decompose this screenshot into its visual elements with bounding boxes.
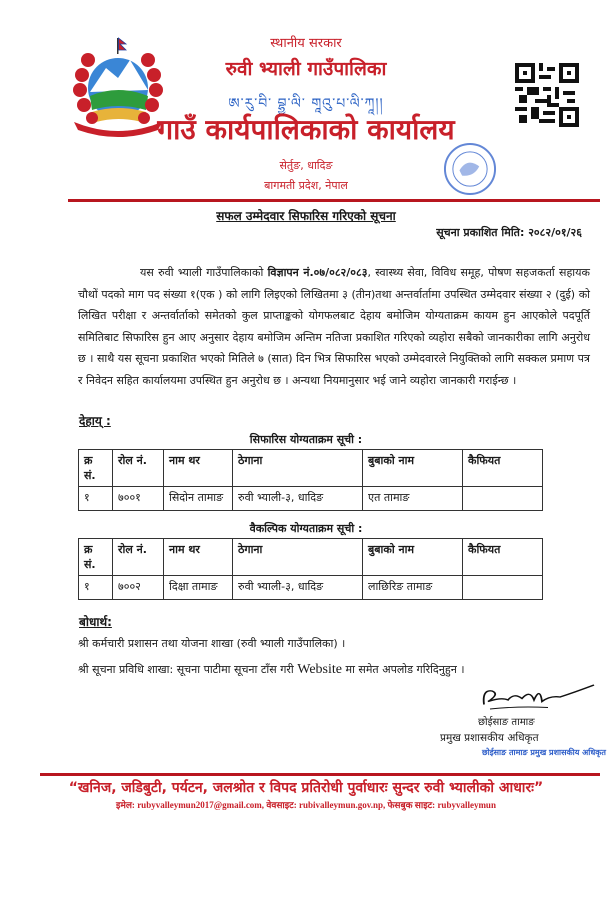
published-date (436, 225, 582, 240)
footer-divider (40, 773, 600, 776)
body-intro: यस रुवी भ्याली गाउँपालिकाको (140, 266, 268, 279)
office-location: सेर्तुङ, धादिङ (279, 159, 333, 172)
cell-roll-no: ७००१ (113, 487, 164, 511)
email-label: इमेल: (116, 800, 135, 810)
table-row (79, 576, 543, 600)
office-title: गाउँ कार्यपालिकाको कार्यालय (157, 113, 455, 146)
email-link[interactable]: rubyvalleymun2017@gmail.com, (137, 800, 265, 810)
website-link[interactable]: rubivalleymun.gov.np, (298, 800, 386, 810)
footer-motto: “खनिज, जडिबुटी, पर्यटन, जलश्रोत र विपद प्रतिरोधी पुर्वाधारः सुन्दर रुवी भ्यालीको आधारः” (68, 780, 544, 796)
notice-body (78, 262, 590, 391)
footer-contact (0, 798, 612, 811)
signatory-name: छोईसाङ तामाङ (478, 717, 535, 728)
col-roll-no: रोल नं. (113, 450, 164, 487)
cc-line-it: श्री सूचना प्रविधि शाखा: सूचना पाटीमा सूचना टाँस गरी Website मा समेत अपलोड गरिदिनुहुन । (78, 662, 465, 677)
facebook-link[interactable]: rubyvalleymun (437, 800, 496, 810)
published-date-label: सूचना प्रकाशित मिति: (436, 226, 525, 239)
notice-subject: सफल उम्मेदवार सिफारिस गरिएको सूचना (216, 209, 396, 223)
cc-line-admin: श्री कर्मचारी प्रशासन तथा योजना शाखा (रुवी भ्याली गाउँपालिका) । (78, 637, 346, 650)
cell-remarks (463, 487, 543, 511)
cell-serial: १ (79, 487, 113, 511)
header-divider (68, 199, 600, 202)
office-province: बागमती प्रदेश, नेपाल (264, 179, 348, 192)
alternate-list-title: वैकल्पिक योग्यताक्रम सूची : (249, 522, 363, 535)
cell-roll-no: ७००२ (113, 576, 164, 600)
cell-address: रुवी भ्याली-३, धादिङ (233, 576, 363, 600)
annex-label: देहाय् : (79, 414, 111, 428)
alternate-list-table (78, 538, 543, 600)
cell-remarks (463, 576, 543, 600)
col-name: नाम थर (164, 539, 233, 576)
recommended-list-table (78, 449, 543, 511)
col-father-name: बुबाको नाम (363, 539, 463, 576)
col-address: ठेगाना (233, 450, 363, 487)
col-serial: क्र सं. (79, 450, 113, 487)
col-remarks: कैफियत (463, 450, 543, 487)
signature-icon (478, 682, 598, 712)
name-stamp: छोईसाङ तामाङ प्रमुख प्रशासकीय अधिकृत (482, 748, 606, 757)
cell-name: दिक्षा तामाङ (164, 576, 233, 600)
website-label: वेवसाइट: (266, 800, 297, 810)
col-roll-no: रोल नं. (113, 539, 164, 576)
facebook-label: फेसबुक साइट: (387, 800, 436, 810)
col-address: ठेगाना (233, 539, 363, 576)
cell-father-name: लाछिरिङ तामाङ (363, 576, 463, 600)
cell-name: सिदोन तामाङ (164, 487, 233, 511)
body-main: , स्वास्थ्य सेवा, विविध समूह, पोषण सहजकर्ता सहायक चौथों पदको माग पद संख्या १(एक ) को लागि लिइएको लिखितमा ३ (तीन)तथा अन्तर्वार्तामा उपस्थित उम्मेदवार संख्या २ (दुई) को लिखित परीक्षा र अन्तर्वार्ताको समेतको कुल प्राप्ताङ्कको योगफलबाट देहाय बमोजिम योग्यताक्रम कायम हुन आएकोले पदपूर्ति समितिबाट सिफारिस हुन आए अनुसार देहाय बमोजिम अन्तिम नतिजा प्रकाशित गरिएको व्यहोरा सबैको जानकारीका लागि अनुरोध छ । साथै यस सूचना प्रकाशित भएको मितिले ७ (सात) दिन भित्र सिफारिस भएको उम्मेदवारले नियुक्तिको लागि सक्कल प्रमाण पत्र र निवेदन सहित कार्यालयमा उपस्थित हुन अनुरोध छ । अन्यथा नियमानुसार भई जाने व्यहोरा जानकारी गराईन्छ । (78, 266, 590, 387)
cc-label: बोधार्थ: (79, 615, 112, 629)
advertisement-number: विज्ञापन नं.०७/०८२/०८३ (267, 266, 368, 279)
government-level: स्थानीय सरकार (270, 36, 342, 51)
recommended-list-title: सिफारिस योग्यताक्रम सूची : (249, 433, 363, 446)
published-date-value: २०८२/०१/२६ (528, 226, 582, 239)
col-name: नाम थर (164, 450, 233, 487)
cell-address: रुवी भ्याली-३, धादिङ (233, 487, 363, 511)
table-row (79, 487, 543, 511)
table-header-row (79, 539, 543, 576)
signatory-title: प्रमुख प्रशासकीय अधिकृत (440, 732, 539, 744)
website-word: Website (297, 662, 342, 677)
municipality-name: रुवी भ्याली गाउँपालिका (225, 58, 387, 80)
tibetan-municipality-name: ཨ་རུ་བི་ བྷྱ་ལི་ གཱའུ་པ་ལི་ཀཱ།། (228, 96, 384, 112)
col-remarks: कैफियत (463, 539, 543, 576)
cell-serial: १ (79, 576, 113, 600)
col-father-name: बुबाको नाम (363, 450, 463, 487)
col-serial: क्र सं. (79, 539, 113, 576)
cell-father-name: एत तामाङ (363, 487, 463, 511)
table-header-row (79, 450, 543, 487)
